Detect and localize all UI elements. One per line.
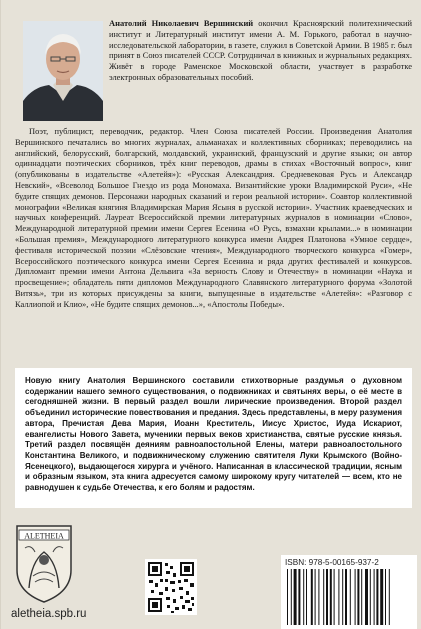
annotation-panel xyxy=(15,368,412,508)
book-annotation: Новую книгу Анатолия Вершинского составили стихотворные раздумья о духовном содержании нашего земного существования, о подвижниках и святынях веры, о её месте в сегодняшней жизни. В первый раздел вошли лирические произведения. Второй раздел объединил исторические повествования и предания. Здесь представлены, в меру разумения автора, Пречистая Дева Мария, Иоанн Креститель, Иисус Христос, Иуда Искариот, евангелисты Нового Завета, мученики первых веков христианства, святые русские князья. Третий раздел посвящён деяниям равноапостольной Елены, матери равноапостольного Константина Великого, и подвижническому служению святителя Луки Крымского (Войно-Ясенецкого), выдающегося хирурга и учёного. Написанная в классической традиции, ясным и образным языком, эта книга адресуется самому широкому кругу читателей — всем, кто не равнодушен к судьбе Отечества, к его болям и радостям. xyxy=(25,376,402,493)
bio-paragraph-2: Поэт, публицист, переводчик, редактор. Член Союза писателей России. Произведения Анатолия Вершинского печатались во многих журналах, альманахах и коллективных сборниках; переводились на английский, белорусский, болгарский, молдавский, украинский, французский и другие языки; он автор одиннадцати поэтических сборников, трёх книг переводов, драмы в стихах «Восточный вопрос», книг (опубликованы в издательстве «Алетейя»): «Русская Александрия. Средневековая Русь и Александр Невский», «Всеволод Большое Гнездо из рода Мономаха. Византийские уроки Владимирской Руси», «Не будите спящих демонов. Персонажи народных сказаний и герои реальной истории». Соавтор коллективной монографии «Великая княгиня Владимирская Мария Ясыня в русской истории». Участник краеведческих и научных конференций. Лауреат Всероссийской премии литературных журналов в номинации «Слово», Международной литературной премии имени Сергея Есенина «О Русь, взмахни крылами...» в номинации «Большая премия», Международного литературного конкурса имени Андрея Платонова «Умное сердце», фестиваля исторической поэзии «Слёзовские чтения», Международного творческого конкурса «Гомер», Всероссийского поэтического конкурса имени Сергея Есенина и ряда других фестивалей и конкурсов. Дипломант премии имени Антона Дельвига «За верность Слову и Отечеству» в номинации «Наука и просвещение»; обладатель пяти дипломов Международного Славянского литературного форума «Золотой Витязь», три из которых присуждены за книги, выпущенные в издательстве «Алетейя»: «Разговор с Каллиопой и Клио», «Не будите спящих демонов...», «Апостолы Победы». xyxy=(15,126,412,309)
aletheia-logo-icon xyxy=(11,518,77,604)
logo-text: ALETHEIA xyxy=(24,531,64,541)
barcode-icon xyxy=(283,569,415,627)
qr-code-icon xyxy=(145,559,197,615)
author-section xyxy=(15,12,412,358)
bio-second-paragraph xyxy=(15,126,412,310)
author-portrait-photo xyxy=(23,21,103,121)
publisher-site: aletheia.spb.ru xyxy=(11,608,87,620)
author-name: Анатолий Николаевич Вершинский xyxy=(109,18,254,28)
cover-footer xyxy=(1,512,421,629)
isbn-barcode-block xyxy=(281,555,417,629)
bio-intro: окончил Красноярский политехнический институт и Литературный институт имени А. М. Горького, работал в научно-исследовательской лаборатории, в газете, служил в Советской Армии. В 1985 г. был принят в Союз писателей СССР. Сотрудничал в книжных и журнальных редакциях. Живёт в городе Раменское Московской области, участвует в разработке электронных образовательных пособий. xyxy=(109,18,412,82)
bio-first-paragraph xyxy=(109,18,412,83)
isbn-number: ISBN: 978-5-00165-937-2 xyxy=(285,558,379,567)
bio-paragraph-1 xyxy=(109,18,412,83)
